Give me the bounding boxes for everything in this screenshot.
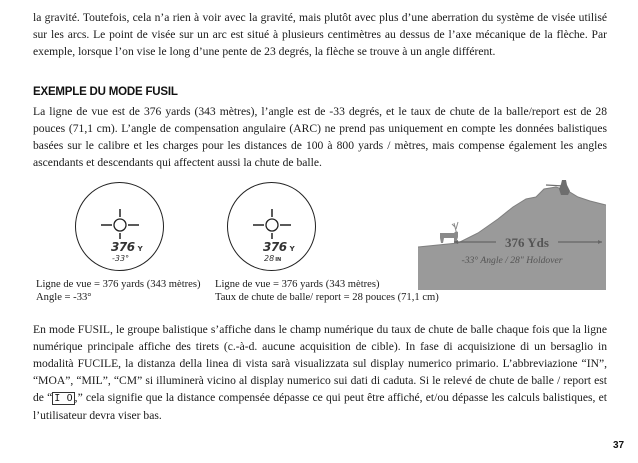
- fusil-paragraph: En mode FUSIL, le groupe balistique s’affiche dans le champ numérique du taux de chute de balle chaque fois que la ligne numérique principale affiche des tirets (c.-à-d. aucune acquisition de cible). In fase di acquisizione di un bersaglio in modalità FUCILE, la distanza della linea di vista sarà visualizzata sul display numerico primario. L’abbreviazione “IN”, “MOA”, “MIL”, “CM” si illuminerà vicino al display numerico sui dati di caduta. Si le relevé de chute de balle / report est de “ I O ,” cela signifie que la distance compensée dépasse ce qui peut être affiché, et/ou dépasse les calculs balistiques, et l’utilisateur devra viser bas.: [33, 323, 607, 422]
- caption-holdover: Ligne de vue = 376 yards (343 mètres) Taux de chute de balle/ report = 28 pouces (71,1 cm): [215, 279, 439, 303]
- intro-paragraph: la gravité. Toutefois, cela n’a rien à voir avec la gravité, mais plutôt avec plus d’une aberration du système de visée utilisé sur les arcs. Le point de visée sur un arc est situé à plusieurs centimètres au dessus de l’axe mécanique de la flèche. Par exemple, lorsque l’on vise le long d’une pente de 23 degrés, la flèche se trouve à un angle différent.: [33, 11, 607, 58]
- example-paragraph: La ligne de vue est de 376 yards (343 mètres), l’angle est de -33 degrés, et le taux de chute de la balle/report est de 28 pouces (71,1 cm). L’angle de compensation angulaire (ARC) ne prend pas uniquement en compte les données balistiques basées sur le calibre et les charges pour les distances de 100 à 800 yards / mètres, mais compense également les angles ascendants et descendants qui affectent aussi la chute de balle.: [33, 105, 607, 169]
- page-number: 37: [613, 440, 625, 451]
- angle-holdover-label: -33° Angle / 28" Holdover: [461, 255, 563, 266]
- caption-angle: Ligne de vue = 376 yards (343 mètres) Angle = -33°: [36, 279, 201, 303]
- section-heading: EXEMPLE DU MODE FUSIL: [33, 86, 178, 98]
- range-readout: 376 Y: [111, 240, 143, 254]
- holdover-readout: 28IN: [264, 254, 282, 263]
- scope-view-holdover: [227, 182, 316, 271]
- range-readout: 376 Y: [263, 240, 295, 254]
- overflow-glyph: I O: [54, 393, 73, 404]
- scope-view-angle: [75, 182, 164, 271]
- distance-label: 376 Yds: [505, 235, 549, 250]
- hunting-slope-illustration: [418, 175, 606, 290]
- elk-icon: [440, 222, 458, 243]
- angle-readout: -33°: [112, 254, 130, 263]
